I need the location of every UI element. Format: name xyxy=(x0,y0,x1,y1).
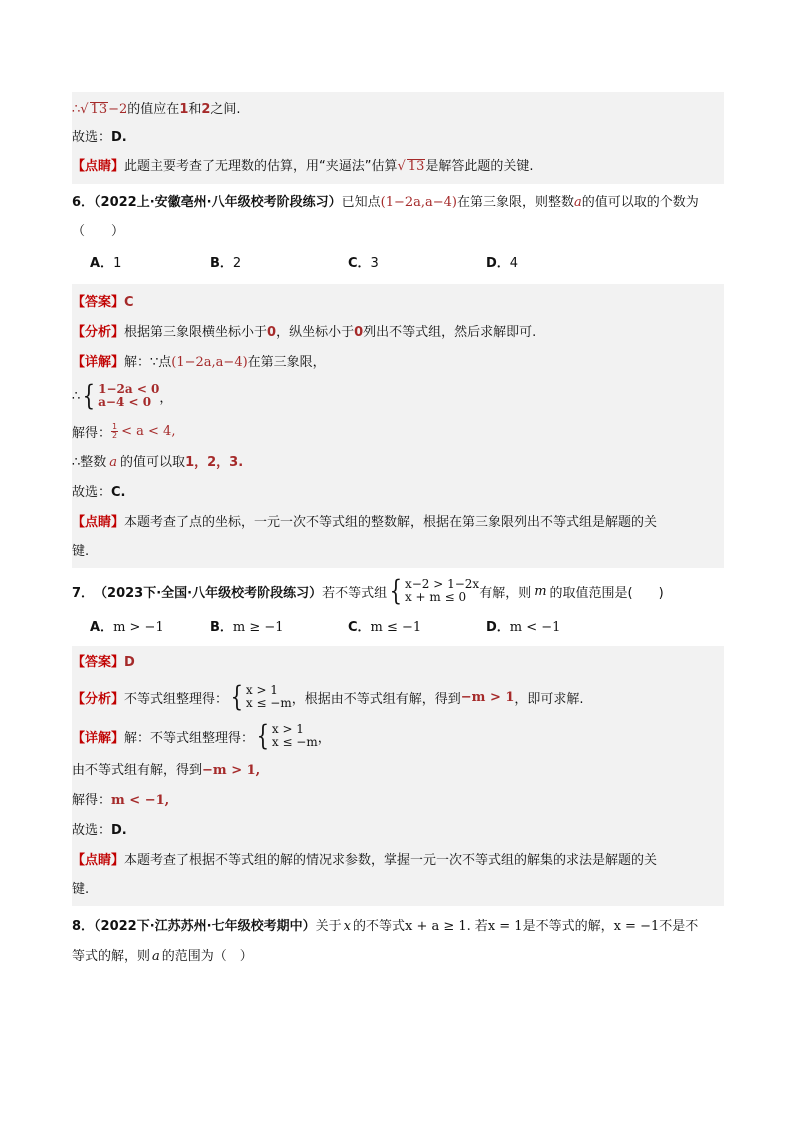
fraction: $\frac{1}{2}$ xyxy=(112,421,118,440)
q7-solution-block: 【答案】D 【分析】 不等式组整理得： { x > 1 x ≤ −m ，根据由不等式组有解，得到 −m > 1 ，即可求解. 【详解】 解：不等式组整理得： { x > 1 x ≤ −m ， 由不等式组有解，得到−m > 1, 解得：m < −1, 故选：D. 【点睛】本题考查了根据不等式组的解的情况求参数，掌握一元一次不等式组的解集的求法是解题的关 键. xyxy=(72,646,724,906)
question-source: （2022上·安徽亳州·八年级校考阶段练习） xyxy=(94,195,342,210)
q7-option-c[interactable]: C．m ≤ −1 xyxy=(348,620,422,635)
therefore-symbol: ∴ xyxy=(72,102,81,117)
question-number: 7． xyxy=(72,585,95,601)
sqrt-expression: √ 13 xyxy=(80,102,108,117)
analysis-tag: 【分析】 xyxy=(72,691,125,707)
q6-stem: 6．（2022上·安徽亳州·八年级校考阶段练习）已知点(1−2a,a−4)在第三象限，则整数a的值可以取的个数为 （ ） xyxy=(72,195,699,239)
q8-stem: 8．（2022下·江苏苏州·七年级校考期中）关于 x 的不等式x + a ≥ 1. 若x = 1是不等式的解，x = −1不是不 等式的解，则 a 的范围为（ ） xyxy=(72,919,699,964)
analysis-tag: 【分析】 xyxy=(72,325,125,340)
q5-comment-line: 【点睛】此题主要考查了无理数的估算，用“夹逼法”估算√ 13是解答此题的关键. xyxy=(72,159,534,174)
q6-option-c[interactable]: C．3 xyxy=(348,256,379,271)
answer-tag: 【答案】 xyxy=(72,655,125,670)
q6-options xyxy=(72,246,724,280)
q5-select-line: 故选：D. xyxy=(72,130,127,145)
q7-option-b[interactable]: B．m ≥ −1 xyxy=(210,620,284,635)
q6-inequality-system: ∴ { 1−2a < 0 a−4 < 0 ， xyxy=(72,379,173,412)
comment-tag: 【点睛】 xyxy=(72,853,125,868)
q7-options xyxy=(72,610,724,646)
q5-conclusion-line: ∴√ 13−2的值应在1和2之间. xyxy=(72,102,241,117)
answer-tag: 【答案】 xyxy=(72,295,125,310)
q6-option-b[interactable]: B．2 xyxy=(210,256,242,271)
document-page xyxy=(72,92,724,972)
detail-tag: 【详解】 xyxy=(72,355,125,370)
answer-value: C xyxy=(124,295,134,310)
comment-tag: 【点睛】 xyxy=(72,159,125,174)
q7-stem: 7． （2023下·全国·八年级校考阶段练习） 若不等式组 { x−2 > 1−2x x + m ≤ 0 有解，则 m 的取值范围是( ) xyxy=(72,574,664,607)
q7-option-d[interactable]: D．m < −1 xyxy=(486,620,561,635)
q6-solution-block: 【答案】C 【分析】根据第三象限横坐标小于0，纵坐标小于0列出不等式组，然后求解即可. 【详解】解：∵点(1−2a,a−4)在第三象限， ∴ { 1−2a < 0 a−4 < 0 ， 解得： $\frac{1}{2}$ < a < 4, ∴整数 a 的值可以取1，2，3. 故选：C. 【点睛】本题考查了点的坐标，一元一次不等式组的整数解，根据在第三象限列出不等式组是解题的关 键. xyxy=(72,284,724,568)
q6-option-a[interactable]: A．1 xyxy=(90,256,122,271)
detail-tag: 【详解】 xyxy=(72,730,125,746)
q7-option-a[interactable]: A．m > −1 xyxy=(90,620,164,635)
comment-tag: 【点睛】 xyxy=(72,515,125,530)
q5-solution-block xyxy=(72,92,724,184)
question-number: 6． xyxy=(72,195,95,210)
answer-value: D xyxy=(124,655,135,670)
question-source: （2023下·全国·八年级校考阶段练习） xyxy=(94,585,323,601)
q6-option-d[interactable]: D．4 xyxy=(486,256,519,271)
question-source: （2022下·江苏苏州·七年级校考期中） xyxy=(94,919,316,934)
question-number: 8． xyxy=(72,919,95,934)
